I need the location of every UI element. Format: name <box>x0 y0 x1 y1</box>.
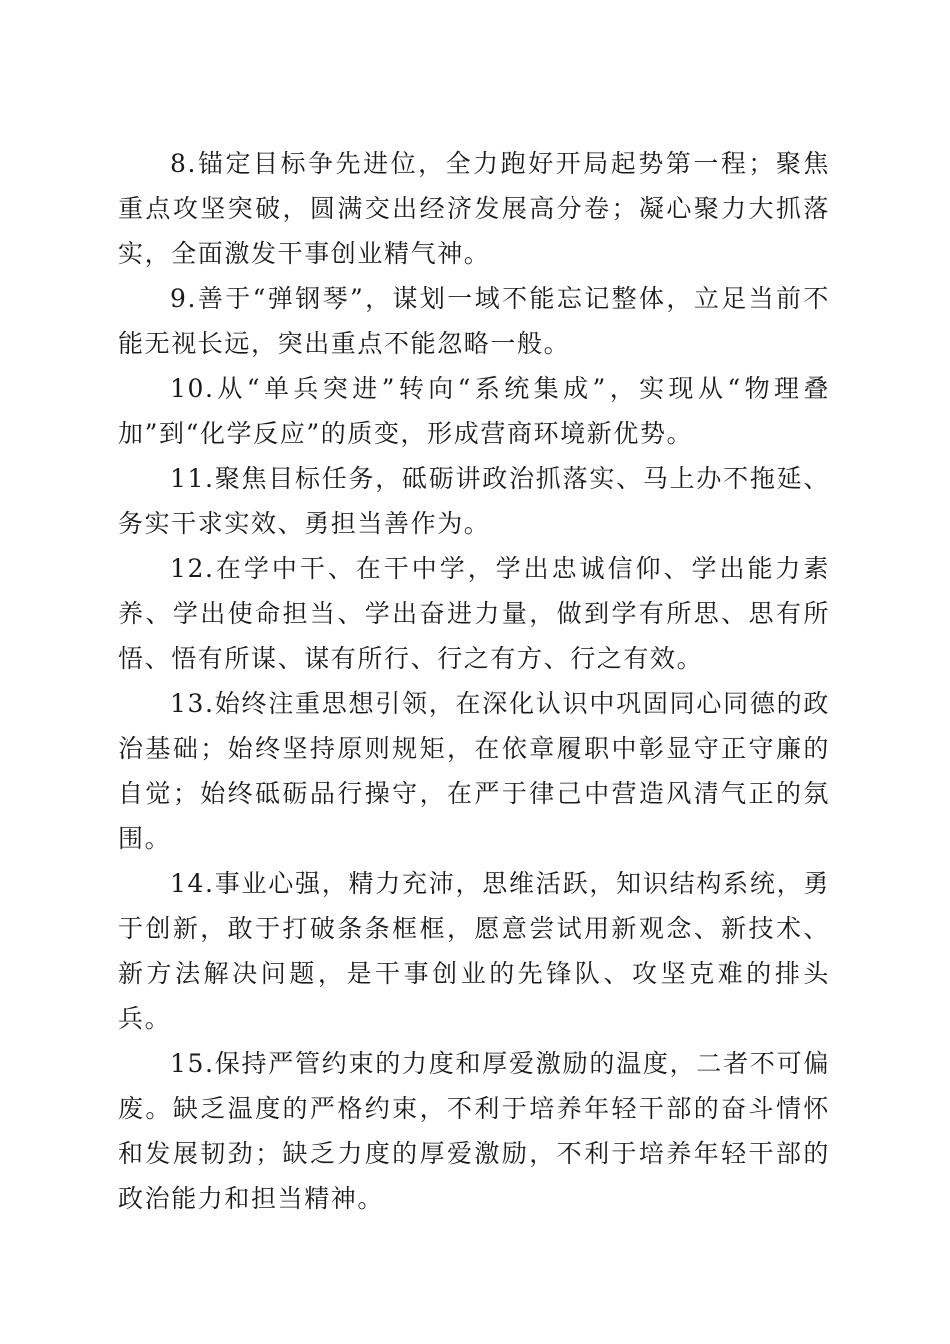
paragraph-8: 8.锚定目标争先进位，全力跑好开局起势第一程；聚焦重点攻坚突破，圆满交出经济发展高分卷；凝心聚力大抓落实，全面激发干事创业精气神。 <box>118 149 830 268</box>
paragraph-9: 9.善于“弹钢琴”，谋划一域不能忘记整体，立足当前不能无视长远，突出重点不能忽略一般。 <box>118 284 830 358</box>
paragraph-10: 10.从“单兵突进”转向“系统集成”，实现从“物理叠加”到“化学反应”的质变，形成营商环境新优势。 <box>118 374 830 448</box>
paragraph-14: 14.事业心强，精力充沛，思维活跃，知识结构系统，勇于创新，敢于打破条条框框，愿意尝试用新观念、新技术、新方法解决问题，是干事创业的先锋队、攻坚克难的排头兵。 <box>118 869 830 1033</box>
paragraph-11: 11.聚焦目标任务，砥砺讲政治抓落实、马上办不拖延、务实干求实效、勇担当善作为。 <box>118 464 830 538</box>
paragraph-15: 15.保持严管约束的力度和厚爱激励的温度，二者不可偏废。缺乏温度的严格约束，不利于培养年轻干部的奋斗情怀和发展韧劲；缺乏力度的厚爱激励，不利于培养年轻干部的政治能力和担当精神。 <box>118 1049 830 1213</box>
document-body <box>118 141 830 1221</box>
paragraph-12: 12.在学中干、在干中学，学出忠诚信仰、学出能力素养、学出使命担当、学出奋进力量，做到学有所思、思有所悟、悟有所谋、谋有所行、行之有方、行之有效。 <box>118 554 830 673</box>
paragraph-13: 13.始终注重思想引领，在深化认识中巩固同心同德的政治基础；始终坚持原则规矩，在依章履职中彰显守正守廉的自觉；始终砥砺品行操守，在严于律己中营造风清气正的氛围。 <box>118 689 830 853</box>
